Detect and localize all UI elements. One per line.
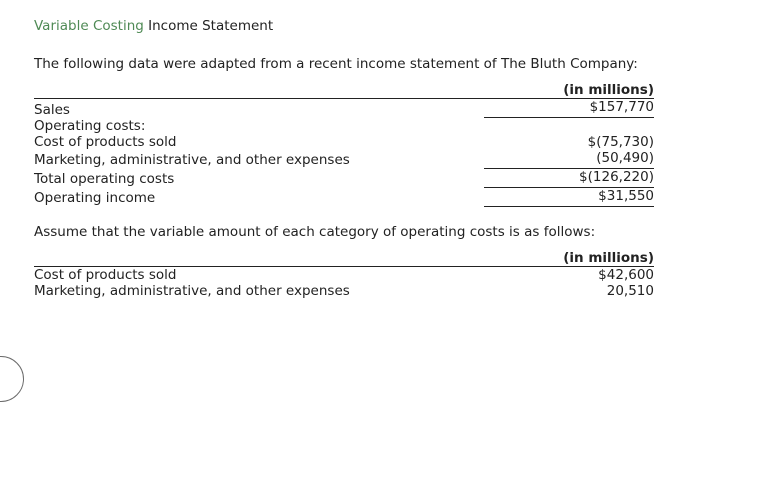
table1-units-header: (in millions) <box>563 82 654 98</box>
table-header-row <box>34 250 654 267</box>
row-value: $157,770 <box>484 99 654 118</box>
row-label: Marketing, administrative, and other expenses <box>34 282 350 299</box>
table-row <box>34 168 654 187</box>
row-value: $31,550 <box>484 187 654 206</box>
header-spacer-cell <box>34 82 484 99</box>
table-header-row <box>34 82 654 99</box>
assumption-text: Assume that the variable amount of each category of operating costs is as follows: <box>34 223 596 240</box>
table-row <box>34 266 654 283</box>
row-value: $(75,730) <box>587 133 654 150</box>
row-value: $(126,220) <box>484 168 654 187</box>
table-row <box>34 150 654 169</box>
page-title-accent: Variable Costing <box>34 18 144 34</box>
table2-units-header: (in millions) <box>563 249 654 266</box>
row-value: (50,490) <box>484 150 654 169</box>
page-title-rest: Income Statement <box>143 18 274 34</box>
table-row <box>34 99 654 118</box>
row-value: $42,600 <box>484 266 654 283</box>
row-label: Operating income <box>34 190 156 206</box>
income-statement-table <box>34 82 654 207</box>
header-spacer-cell <box>34 250 484 267</box>
row-value <box>484 118 654 134</box>
row-label: Marketing, administrative, and other expenses <box>34 152 350 168</box>
row-label: Operating costs: <box>34 117 146 134</box>
row-value: 20,510 <box>606 282 654 299</box>
row-label: Total operating costs <box>34 171 175 187</box>
page-title <box>34 16 749 36</box>
row-label: Sales <box>34 99 484 118</box>
row-label: Cost of products sold <box>34 266 484 283</box>
table-row <box>34 134 654 150</box>
intro-text: The following data were adapted from a recent income statement of The Bluth Company: <box>34 56 638 72</box>
table-row <box>34 187 654 206</box>
table-row <box>34 283 654 299</box>
variable-costs-table <box>34 250 654 299</box>
row-label: Cost of products sold <box>34 133 177 150</box>
table-row <box>34 118 654 134</box>
decorative-arc <box>0 356 24 402</box>
